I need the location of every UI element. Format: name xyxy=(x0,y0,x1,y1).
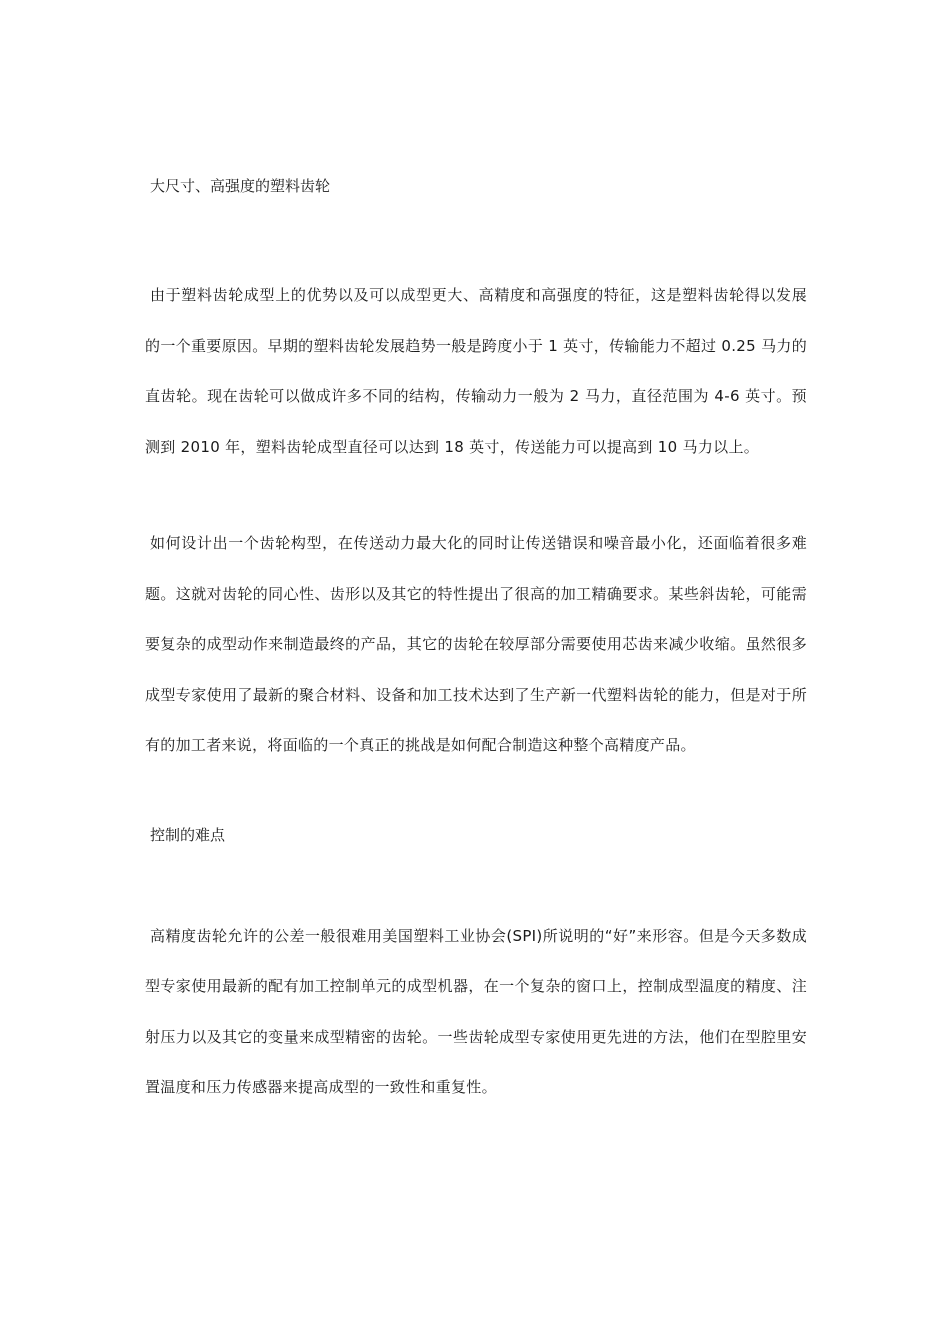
paragraph-gear-advantages xyxy=(145,270,807,472)
paragraph-precision-control xyxy=(145,911,807,1113)
paragraph-text: 由于塑料齿轮成型上的优势以及可以成型更大、高精度和高强度的特征，这是塑料齿轮得以发展的一个重要原因。早期的塑料齿轮发展趋势一般是跨度小于 1 英寸，传输能力不超过 0.25 马力的直齿轮。现在齿轮可以做成许多不同的结构，传输动力一般为 2 马力，直径范围为 4-6 英寸。预测到 2010 年，塑料齿轮成型直径可以达到 18 英寸，传送能力可以提高到 10 马力以上。 xyxy=(145,286,807,456)
paragraph-text: 高精度齿轮允许的公差一般很难用美国塑料工业协会(SPI)所说明的“好”来形容。但是今天多数成型专家使用最新的配有加工控制单元的成型机器，在一个复杂的窗口上，控制成型温度的精度、注射压力以及其它的变量来成型精密的齿轮。一些齿轮成型专家使用更先进的方法，他们在型腔里安置温度和压力传感器来提高成型的一致性和重复性。 xyxy=(145,926,807,1096)
paragraph-text: 如何设计出一个齿轮构型，在传送动力最大化的同时让传送错误和噪音最小化，还面临着很多难题。这就对齿轮的同心性、齿形以及其它的特性提出了很高的加工精确要求。某些斜齿轮，可能需要复杂的成型动作来制造最终的产品，其它的齿轮在较厚部分需要使用芯齿来减少收缩。虽然很多成型专家使用了最新的聚合材料、设备和加工技术达到了生产新一代塑料齿轮的能力，但是对于所有的加工者来说，将面临的一个真正的挑战是如何配合制造这种整个高精度产品。 xyxy=(145,534,807,754)
section-heading-control-difficulties: 控制的难点 xyxy=(150,825,226,844)
section-heading-large-gears: 大尺寸、高强度的塑料齿轮 xyxy=(150,177,331,195)
paragraph-gear-design-challenges xyxy=(145,518,807,771)
document-body xyxy=(145,168,807,1113)
